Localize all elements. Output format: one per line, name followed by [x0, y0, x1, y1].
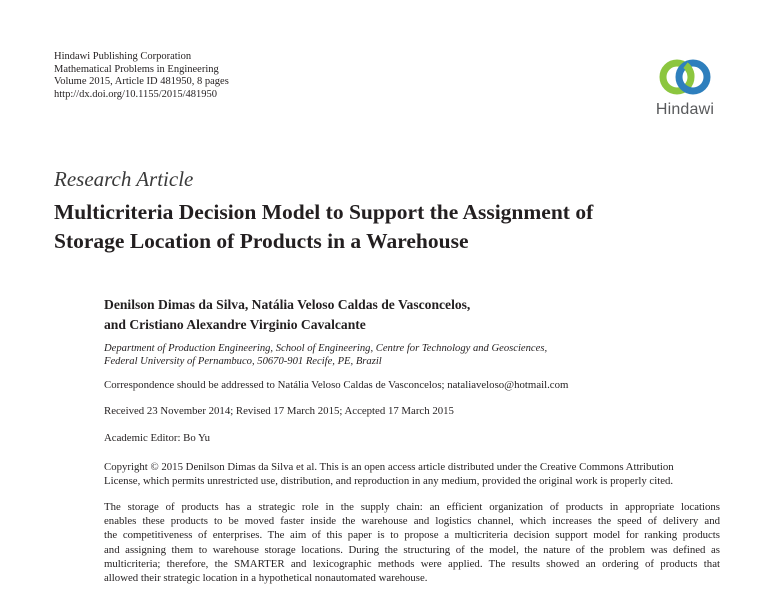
correspondence: Correspondence should be addressed to Natália Veloso Caldas de Vasconcelos; nataliaveloso@hotmail.com [104, 379, 569, 391]
journal-info [54, 51, 229, 101]
academic-editor: Academic Editor: Bo Yu [104, 432, 211, 444]
author-line: Denilson Dimas da Silva, Natália Veloso Caldas de Vasconcelos, [104, 297, 471, 312]
dates: Received 23 November 2014; Revised 17 March 2015; Accepted 17 March 2015 [104, 405, 454, 417]
article-type: Research Article [54, 167, 194, 191]
article-title [54, 198, 734, 256]
copyright-notice [104, 460, 719, 488]
hindawi-logo [651, 55, 719, 127]
author-list [104, 295, 470, 334]
logo-text: Hindawi [655, 101, 715, 118]
abstract-line: and assigning them to warehouse storage locations. During the structuring of the model, the nature of the problem was defined as [104, 543, 720, 556]
title-line: Storage Location of Products in a Warehouse [54, 229, 469, 253]
affiliation-line: Federal University of Pernambuco, 50670-901 Recife, PE, Brazil [104, 356, 382, 367]
volume-info: Volume 2015, Article ID 481950, 8 pages [54, 76, 229, 88]
copyright-line: License, which permits unrestricted use, distribution, and reproduction in any medium, provided the original work is properly cited. [104, 475, 674, 488]
copyright-line: Copyright © 2015 Denilson Dimas da Silva et al. This is an open access article distributed under the Creative Commons Attribution [104, 461, 674, 473]
affiliation [104, 342, 547, 368]
author-line: and Cristiano Alexandre Virginio Cavalcante [104, 316, 366, 332]
abstract-line: multicriteria; therefore, the SMARTER and lexicographic methods were applied. The results showed an ordering of products that [104, 557, 720, 570]
abstract-line: enables these products to be moved faster inside the warehouse and logistics channel, which increases the speed of delivery and [104, 515, 720, 528]
abstract [104, 500, 720, 585]
abstract-line: the competitiveness of enterprises. The aim of this paper is to propose a multicriteria decision support model for ranking products [104, 529, 720, 542]
abstract-line: The storage of products has a strategic role in the supply chain: an efficient organization of products in appropriate locations [104, 501, 720, 513]
journal-name: Mathematical Problems in Engineering [54, 63, 219, 75]
publisher: Hindawi Publishing Corporation [54, 51, 192, 62]
abstract-line: allowed their strategic location in a hypothetical nonautomated warehouse. [104, 572, 428, 585]
affiliation-line: Department of Production Engineering, School of Engineering, Centre for Technology and Geosciences, [104, 343, 548, 354]
doi-link[interactable]: http://dx.doi.org/10.1155/2015/481950 [54, 88, 218, 100]
title-line: Multicriteria Decision Model to Support the Assignment of [54, 200, 594, 224]
hindawi-rings-icon [655, 55, 715, 99]
